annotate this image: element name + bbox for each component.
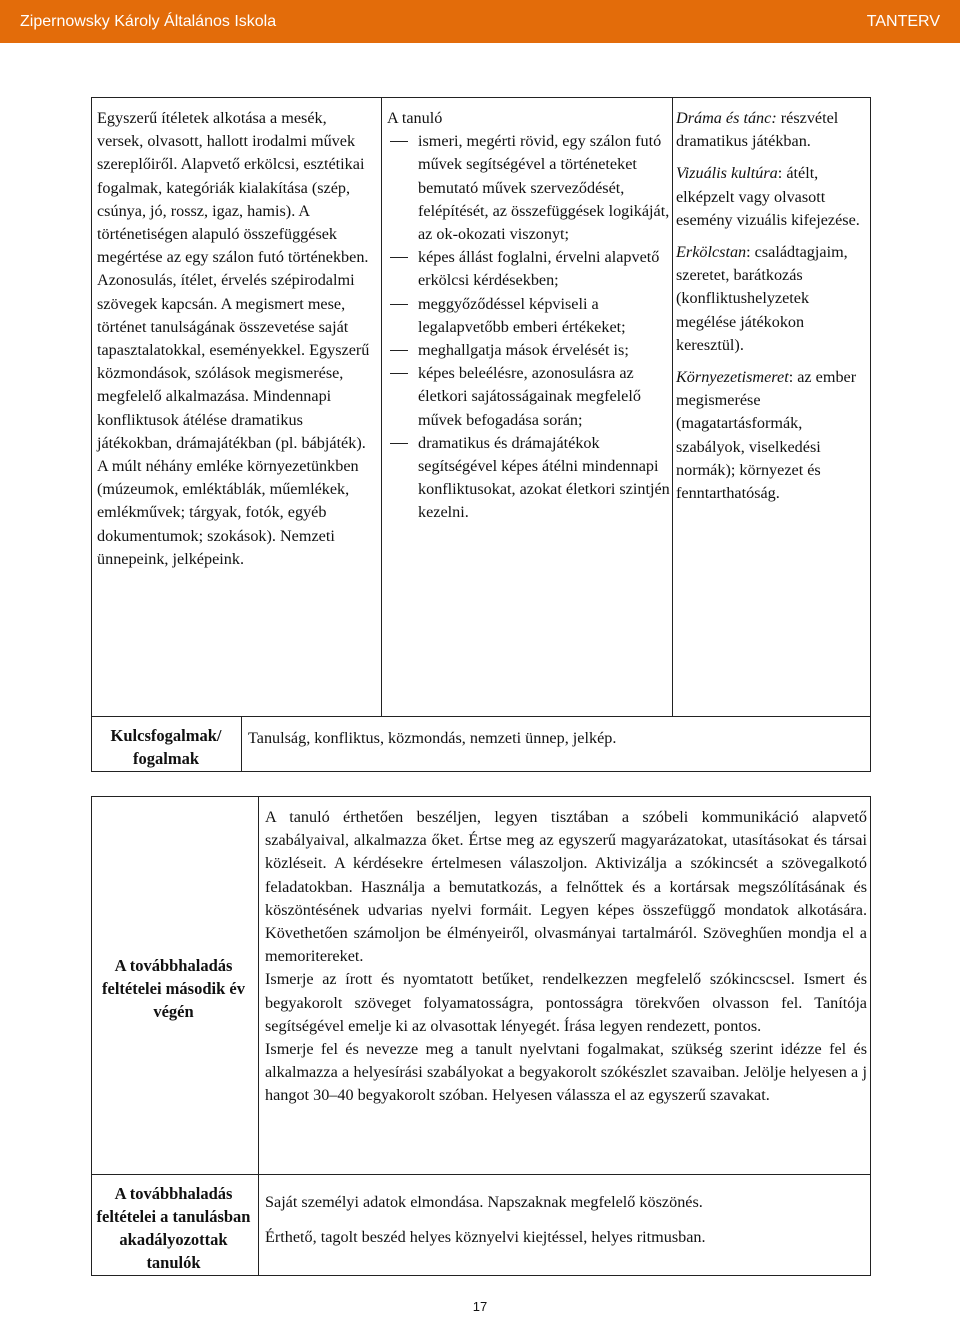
requirement-paragraph: Érthető, tagolt beszéd helyes köznyelvi kiejtéssel, helyes ritmusban. [265, 1228, 706, 1247]
document-type: TANTERV [866, 12, 940, 30]
keywords-text: Tanulság, konfliktus, közmondás, nemzeti ünnep, jelkép. [248, 729, 617, 747]
list-item: képes állást foglalni, érvelni alapvető erkölcsi kérdésekben; [387, 246, 671, 292]
progression-label-second-year: A továbbhaladás feltételei második év végén [102, 956, 245, 1021]
list-item: meghallgatja mások érvelését is; [387, 339, 671, 362]
cross-curricular-links [676, 107, 866, 514]
list-item: ismeri, megérti rövid, egy szálon futó művek segítségével a történeteket bemutató művek szerveződését, felépítését, az összefüggések logikáját, az ok-okozati viszonyt; [387, 130, 671, 246]
list-item: képes beleélésre, azonosulásra az életkori sajátosságainak megfelelő művek befogadása során; [387, 362, 671, 432]
content-description: Egyszerű ítéletek alkotása a mesék, versek, olvasott, hallott irodalmi művek szereplőiről. Alapvető erkölcsi, esztétikai fogalmak, kategóriák kialakítása (szép, csúnya, jó, rossz, igaz, hamis). A történetiségen alapuló összefüggések megértése az egy szálon futó történekben. Azonosulás, ítélet, érvelés szépirodalmi szövegek kapcsán. A megismert mese, történet tanulságának összevetése saját tapasztalatokkal, eseményekkel. Egyszerű közmondások, szólások megismerése, megfelelő alkalmazása. Mindennapi konfliktusok átélése dramatikus játékokban, drámajátékban (pl. bábjáték). A múlt néhány emléke környezetünkben (múzeumok, emléktáblák, műemlékek, emlékművek; tárgyak, fotók, egyéb dokumentumok; szokások). Nemzeti ünnepeink, jelképeink. [97, 109, 370, 568]
link-visual [676, 162, 866, 232]
progression-table [91, 796, 871, 1276]
progression-label-special-needs: A továbbhaladás feltételei a tanulásban akadályozottak tanulók [96, 1184, 251, 1272]
link-ethics [676, 241, 866, 357]
list-item: dramatikus és drámajátékok segítségével képes átélni mindennapi konfliktusokat, azokat életkori szintjén kezelni. [387, 432, 671, 525]
link-text: részvétel dramatikus játékban. [676, 109, 839, 151]
outcomes-intro: A tanuló [387, 109, 443, 127]
special-needs-requirements [265, 1191, 867, 1249]
list-item: meggyőződéssel képviseli a legalapvetőbb emberi értékeket; [387, 293, 671, 339]
progression-requirements [265, 806, 867, 1108]
link-environment [676, 366, 866, 505]
subject-name: Erkölcstan [676, 243, 747, 262]
school-name: Zipernowsky Károly Általános Iskola [20, 12, 277, 30]
page-number: 17 [472, 1299, 488, 1314]
link-text: : az ember megismerése (magatartásformák, szabályok, viselkedési normák); környezet és fenntarthatóság. [676, 368, 857, 503]
requirement-paragraph: Ismerje fel és nevezze meg a tanult nyelvtani fogalmakat, szükség szerint idézze fel és alkalmazza a helyesírási szabályokat a begyakorolt szókészlet szavaiban. Jelölje helyesen a j hangot 30–40 begyakorolt szóban. Helyesen válassza el az egyszerű szavakat. [265, 1040, 867, 1105]
link-text: : családtagjaim, szeretet, barátkozás (konfliktushelyzetek megélése játékokon keresztül). [676, 243, 848, 354]
requirement-paragraph: Saját személyi adatok elmondása. Napszaknak megfelelő köszönés. [265, 1193, 703, 1211]
subject-name: Környezetismeret [676, 368, 789, 387]
link-drama [676, 107, 866, 153]
link-text: : átélt, elképzelt vagy olvasott esemény vizuális kifejezése. [676, 164, 860, 229]
page-header [0, 0, 960, 43]
requirement-paragraph: A tanuló érthetően beszéljen, legyen tisztában a szóbeli kommunikáció alapvető szabályaival, alkalmazza őket. Értse meg az egyszerű magyarázatokat, utasításokat és társai közléseit. A kérdésekre értelmesen válaszoljon. Aktivizálja a szókincsét a szövegalkotó feladatokban. Használja a bemutatkozás, a felnőttek és a kortársak megszólításának és köszöntésének udvarias nyelvi formáit. Legyen képes összefüggő mondatok alkotására. Követhetően számoljon be élményeiről, olvasmányai tartalmáról. Szöveghűen mondja el a memoritereket. [265, 808, 867, 966]
subject-name: Vizuális kultúra [676, 164, 778, 183]
subject-name: Dráma és tánc: [676, 109, 777, 127]
student-outcomes [387, 107, 671, 525]
curriculum-table [91, 97, 871, 772]
requirement-paragraph: Ismerje az írott és nyomtatott betűket, rendelkezzen megfelelő szókincscsel. Ismert és begyakorolt szöveget folyamatosságra, pontosságra törekvően olvasson fel. Tanítója segítségével emelje ki az olvasottak lényegét. Írása legyen rendezett, pontos. [265, 970, 867, 1035]
keywords-label: Kulcsfogalmak/ fogalmak [110, 726, 222, 768]
